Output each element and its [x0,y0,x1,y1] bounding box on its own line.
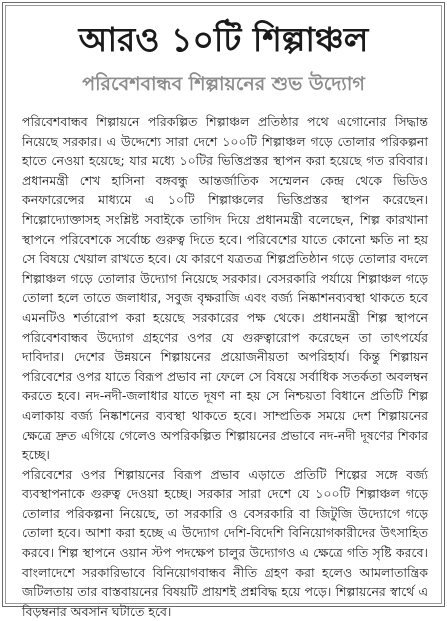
article-paragraph-1: পরিবেশবান্ধব শিল্পায়নে পরিকল্পিত শিল্পাঞ্চল প্রতিষ্ঠার পথে এগোনোর সিদ্ধান্ত নিয়েছে সরকার। এ উদ্দেশ্যে সারা দেশে ১০০টি শিল্পাঞ্চল গড়ে তোলার পরিকল্পনা হাতে নেওয়া হয়েছে; যার মধ্যে ১০টির ভিত্তিপ্রস্তর স্থাপন করা হয়েছে গত রবিবার। প্রধানমন্ত্রী শেখ হাসিনা বঙ্গবন্ধু আন্তর্জাতিক সম্মেলন কেন্দ্র থেকে ভিডিও কনফারেন্সের মাধ্যমে এ ১০টি শিল্পাঞ্চলের ভিত্তিপ্রস্তর স্থাপন করেছেন। শিল্পোদ্যোক্তাসহ সংশ্লিষ্ট সবাইকে তাগিদ দিয়ে প্রধানমন্ত্রী বলেছেন, শিল্প কারখানা স্থাপনে পরিবেশকে সর্বোচ্চ গুরুত্ব দিতে হবে। পরিবেশের যাতে কোনো ক্ষতি না হয় সে বিষয়ে খেয়াল রাখতে হবে। যে কারণে যত্রতত্র শিল্পপ্রতিষ্ঠান গড়ে তোলার বদলে শিল্পাঞ্চল গড়ে তোলার উদ্যোগ নিয়েছে সরকার। বেসরকারি পর্যায়ে শিল্পাঞ্চল গড়ে তোলা হলে তাতে জলাধার, সবুজ বৃক্ষরাজি এবং বর্জ্য নিষ্কাশনব্যবস্থা থাকতে হবে এমনটিও শর্তারোপ করা হয়েছে সরকারের পক্ষ থেকে। প্রধানমন্ত্রী শিল্প স্থাপনে পরিবেশবান্ধব উদ্যোগ গ্রহণের ওপর যে গুরুত্বারোপ করেছেন তা তাৎপর্যের দাবিদার। দেশের উন্নয়নে শিল্পায়নের প্রয়োজনীয়তা অপরিহার্য। কিন্তু শিল্পায়ন পরিবেশের ওপর যাতে বিরূপ প্রভাব না ফেলে সে বিষয়ে সর্বাধিক সতর্কতা অবলম্বন করতে হবে। নদ-নদী-জলাধার যাতে দূষণ না হয় সে নিশ্চয়তা বিধানে প্রতিটি শিল্প এলাকায় বর্জ্য নিষ্কাশনের ব্যবস্থা থাকতে হবে। সাম্প্রতিক সময়ে দেশ শিল্পায়নের ক্ষেত্রে দ্রুত এগিয়ে গেলেও অপরিকল্পিত শিল্পায়নের প্রভাবে নদ-নদী দূষণের শিকার হচ্ছে। [22,114,428,463]
article-body [22,112,428,621]
article-subheadline: পরিবেশবান্ধব শিল্পায়নের শুভ উদ্যোগ [82,73,365,95]
article-headline: আরও ১০টি শিল্পাঞ্চল [78,20,369,59]
article-paragraph-2: পরিবেশের ওপর শিল্পায়নের বিরূপ প্রভাব এড়াতে প্রতিটি শিল্পের সঙ্গে বর্জ্য ব্যবস্থাপনাকে গুরুত্ব দেওয়া হচ্ছে। সরকার সারা দেশে যে ১০০টি শিল্পাঞ্চল গড়ে তোলার পরিকল্পনা নিয়েছে, তা সরকারি ও বেসরকারি বা জিটুজি উদ্যোগে গড়ে তোলা হবে। আশা করা হচ্ছে এ উদ্যোগ দেশি-বিদেশি বিনিয়োগকারীদের উৎসাহিত করবে। শিল্প স্থাপনে ওয়ান স্টপ পদক্ষেপ চালুর উদ্যোগও এ ক্ষেত্রে গতি সৃষ্টি করবে। বাংলাদেশে সরকারিভাবে বিনিয়োগবান্ধব নীতি গ্রহণ করা হলেও আমলাতান্ত্রিক জটিলতায় তার বাস্তবায়নের বিষয়টি প্রায়শই প্রশ্নবিদ্ধ হয়ে পড়ে। শিল্পায়নের স্বার্থে এ বিড়ম্বনার অবসান ঘটাতে হবে। [22,466,428,619]
